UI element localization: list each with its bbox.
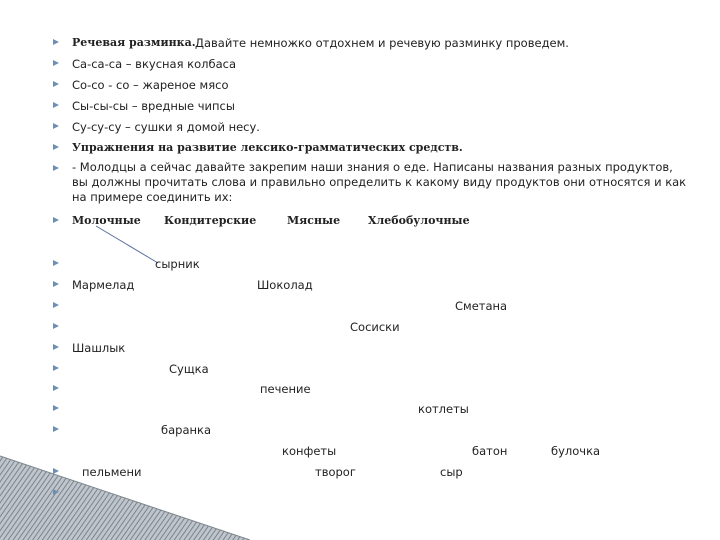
word-tvorog: творог (315, 465, 356, 479)
line-word-6 (0, 360, 720, 380)
tongue-twister-3: Сы-сы-сы – вредные чипсы (72, 99, 235, 113)
warmup-text: Давайте немножко отдохнем и речевую разминку проведем. (195, 36, 569, 50)
word-baranka: баранка (161, 423, 211, 437)
line-exercise-title (0, 139, 720, 159)
tongue-twister-2: Со-со - со – жареное мясо (72, 78, 229, 92)
category-confectionery: Кондитерские (164, 214, 257, 227)
word-marmelad: Мармелад (72, 278, 135, 292)
word-smetana: Сметана (455, 299, 508, 313)
word-syr: сыр (440, 465, 463, 479)
exercise-instructions: - Молодцы а сейчас давайте закрепим наши знания о еде. Написаны названия разных продуктов, вы должны прочитать слова и правильно определить к какому виду продуктов они относятся и как на примере соединить их: (72, 160, 687, 204)
bullet-icon (53, 144, 59, 150)
line-tongue-twister-3 (0, 97, 720, 117)
word-pelmeni: пельмени (82, 465, 142, 479)
tongue-twister-4: Су-су-су – сушки я домой несу. (72, 120, 260, 134)
bullet-icon (53, 302, 59, 308)
bullet-icon (53, 385, 59, 391)
line-word-10 (0, 442, 720, 462)
bullet-icon (53, 468, 59, 474)
word-syrnik: сырник (155, 257, 200, 271)
word-shokolad: Шоколад (257, 278, 313, 292)
line-word-8 (0, 400, 720, 420)
bullet-icon (53, 405, 59, 411)
exercise-heading: Упражнения на развитие лексико-грамматических средств. (72, 141, 463, 154)
line-categories (0, 212, 720, 232)
line-tongue-twister-4 (0, 118, 720, 138)
bullet-icon (53, 60, 59, 66)
bullet-icon (53, 489, 59, 495)
bullet-icon (53, 123, 59, 129)
word-bulochka: булочка (551, 444, 601, 458)
word-kotlety: котлеты (418, 402, 469, 416)
category-meat: Мясные (287, 214, 341, 227)
word-shashlyk: Шашлык (72, 341, 126, 355)
bullet-icon (53, 365, 59, 371)
tongue-twister-1: Са-са-са – вкусная колбаса (72, 57, 237, 71)
category-dairy: Молочные (72, 214, 141, 227)
line-tongue-twister-2 (0, 76, 720, 96)
bullet-icon (53, 323, 59, 329)
line-word-11 (0, 463, 720, 483)
line-warmup-title (0, 34, 720, 54)
line-tongue-twister-1 (0, 55, 720, 75)
line-word-7 (0, 380, 720, 400)
bullet-icon (53, 39, 59, 45)
word-sosiski: Сосиски (350, 320, 400, 334)
word-baton: батон (472, 444, 508, 458)
bullet-icon (53, 344, 59, 350)
bullet-icon (53, 217, 59, 223)
bullet-icon (53, 426, 59, 432)
word-konfety: конфеты (282, 444, 337, 458)
line-word-5 (0, 339, 720, 359)
line-word-1 (0, 255, 720, 275)
bullet-icon (53, 81, 59, 87)
category-bakery: Хлебобулочные (368, 214, 470, 227)
warmup-heading: Речевая разминка. (72, 36, 196, 49)
line-empty (0, 484, 720, 504)
word-pechenie: печение (260, 382, 311, 396)
line-word-2 (0, 276, 720, 296)
line-word-9 (0, 421, 720, 441)
word-sushka: Сущка (169, 362, 209, 376)
bullet-icon (53, 102, 59, 108)
line-word-4 (0, 318, 720, 338)
line-word-3 (0, 297, 720, 317)
bullet-icon (53, 165, 59, 171)
bullet-icon (53, 260, 59, 266)
bullet-icon (53, 281, 59, 287)
